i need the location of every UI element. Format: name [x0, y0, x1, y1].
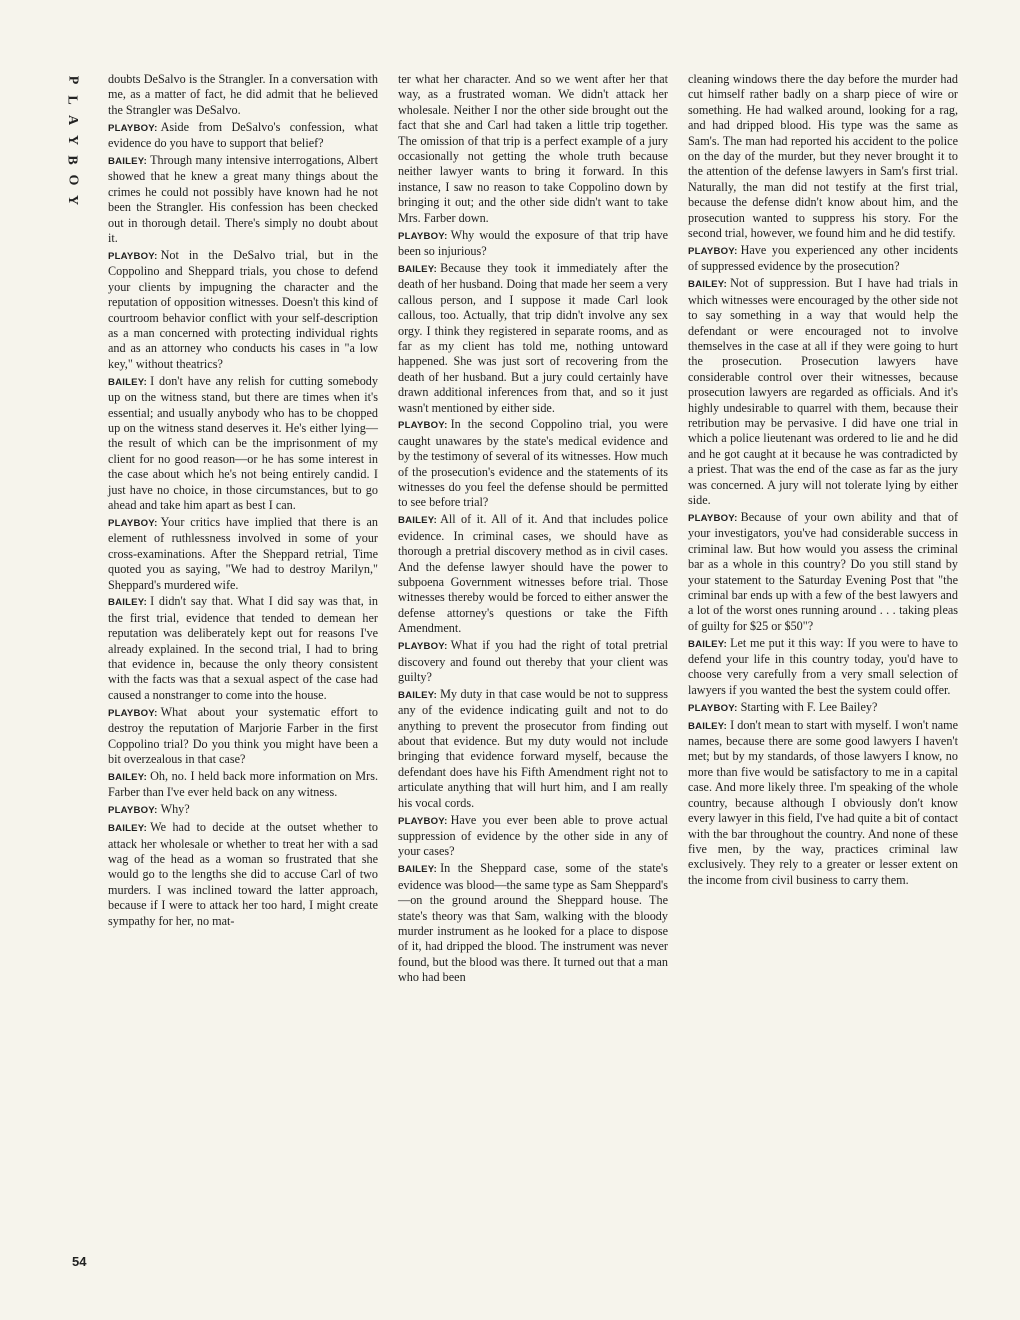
interview-paragraph	[398, 228, 668, 260]
speaker-label: PLAYBOY:	[108, 250, 158, 262]
interview-paragraph	[108, 120, 378, 152]
speaker-label: BAILEY:	[108, 597, 148, 609]
speaker-label: BAILEY:	[108, 376, 148, 388]
interview-paragraph	[108, 594, 378, 703]
interview-paragraph	[108, 72, 378, 118]
interview-paragraph	[398, 261, 668, 416]
paragraph-text: Starting with F. Lee Bailey?	[740, 699, 878, 714]
paragraph-text: Aside from DeSalvo's confession, what evidence do you have to support that belief?	[108, 119, 378, 151]
interview-paragraph	[108, 374, 378, 514]
masthead-letter: A	[65, 114, 80, 126]
paragraph-text: In the Sheppard case, some of the state's evidence was blood—the same type as Sam Sheppard's—on the ground around the Sheppard house. The state's theory was that Sam, walking with the bloody murder instrument as he looked for a place to dispose of it, had dripped the blood. The instrument was never found, but the blood was there. It turned out that a man who had been	[398, 861, 668, 985]
interview-paragraph	[688, 510, 958, 634]
text-column-3	[688, 72, 958, 890]
masthead-letter: P	[65, 75, 80, 85]
interview-paragraph	[688, 72, 958, 241]
speaker-label: BAILEY:	[688, 638, 728, 650]
paragraph-text: Not in the DeSalvo trial, but in the Coppolino and Sheppard trials, you chose to defend your clients by impugning the character and the reputation of opposition witnesses. Doesn't this kind of courtroom behavior conflict with your self-description as a man concerned with protecting individual rights and as an attorney who conducts his cases in "a low key," without theatrics?	[108, 247, 378, 371]
interview-paragraph	[108, 248, 378, 372]
paragraph-text: Have you experienced any other incidents of suppressed evidence by the prosecution?	[688, 242, 958, 274]
interview-paragraph	[398, 417, 668, 510]
masthead	[60, 70, 84, 210]
interview-paragraph	[688, 718, 958, 888]
masthead-letter: B	[65, 155, 80, 165]
speaker-label: PLAYBOY:	[108, 707, 158, 719]
speaker-label: BAILEY:	[108, 771, 148, 783]
speaker-label: PLAYBOY:	[108, 517, 158, 529]
paragraph-text: All of it. All of it. And that includes police evidence. In criminal cases, we should have as thorough a pretrial discovery method as in civil cases. And the defense lawyer should have the power to subpoena Government witnesses before trial. Those witnesses thereby would be forced to either answer the defense attorney's questions or take the Fifth Amendment.	[398, 512, 668, 636]
speaker-label: PLAYBOY:	[398, 420, 448, 432]
paragraph-text: Your critics have implied that there is an element of ruthlessness involved in some of your cross-examinations. After the Sheppard retrial, Time quoted you as saying, "We had to destroy Marilyn," Sheppard's murdered wife.	[108, 514, 378, 592]
speaker-label: BAILEY:	[398, 864, 438, 876]
paragraph-text: Why would the exposure of that trip have been so injurious?	[398, 227, 668, 258]
speaker-label: BAILEY:	[688, 279, 728, 291]
speaker-label: BAILEY:	[108, 823, 148, 835]
speaker-label: BAILEY:	[688, 720, 728, 732]
paragraph-text: Oh, no. I held back more information on Mrs. Farber than I've ever held back on any witness.	[108, 768, 378, 800]
interview-paragraph	[398, 512, 668, 636]
paragraph-text: Why?	[160, 802, 190, 817]
speaker-label: PLAYBOY:	[108, 805, 158, 817]
interview-paragraph	[398, 638, 668, 685]
page-number: 54	[72, 1254, 87, 1269]
masthead-letter: O	[64, 174, 80, 186]
paragraph-text: cleaning windows there the day before the murder had cut himself rather badly on a sharp piece of wire or something. He had walked around, looking for a rag, and had dripped blood. His type was the same as Sam's. The man had reported his accident to the police on the day of the murder, but they never brought it to the attention of the defense lawyers in Sam's first trial. Naturally, the man did not testify at the first trial, because the defense didn't know about him, and the prosecution wanted to suppress his story. For the second trial, however, we found him and he did testify.	[688, 72, 958, 241]
interview-paragraph	[688, 243, 958, 275]
speaker-label: PLAYBOY:	[688, 512, 738, 524]
paragraph-text: In the second Coppolino trial, you were caught unawares by the state's medical evidence and by the testimony of several of its witnesses. How much of the prosecution's evidence and the statements of its witnesses do you feel the defense should be permitted to see before trial?	[398, 417, 668, 510]
interview-paragraph	[108, 705, 378, 768]
paragraph-text: Have you ever been able to prove actual suppression of evidence by the other side in any of your cases?	[398, 812, 668, 859]
speaker-label: BAILEY:	[398, 689, 438, 701]
interview-paragraph	[108, 153, 378, 246]
paragraph-text: ter what her character. And so we went after her that way, as a frustrated woman. We didn't attack her wholesale. Neither I nor the other side brought out the fact that she and Carl had taken a little trip together. The omission of that trip is a perfect example of a jury occasionally not getting the whole truth because neither lawyer wants to bring it forward. In this instance, I saw no reason to take Coppolino down by bringing it out; and the other side didn't want to take Mrs. Farber down.	[398, 72, 668, 225]
paragraph-text: What if you had the right of total pretrial discovery and found out thereby that your client was guilty?	[398, 638, 668, 684]
speaker-label: PLAYBOY:	[688, 245, 738, 257]
speaker-label: PLAYBOY:	[108, 122, 158, 134]
speaker-label: PLAYBOY:	[398, 641, 448, 653]
interview-paragraph	[398, 72, 668, 226]
paragraph-text: Because they took it immediately after the death of her husband. Doing that made her seem a very callous person, and I suppose it made Carl look callous, too. Actually, that trip didn't involve any sex orgy. I think they registered in separate rooms, and as far as my client has told me, nothing untoward happened. She was just sort of recovering from the death of her husband. But a jury could certainly have drawn additional inferences from that, and so it just wasn't mentioned by either side.	[398, 260, 668, 415]
masthead-letter: Y	[65, 194, 80, 206]
paragraph-text: Let me put it this way: If you were to have to defend your life in this country today, you'd have to choose very carefully from a very small selection of lawyers if you wanted the best the system could offer.	[688, 635, 958, 697]
paragraph-text: I don't have any relish for cutting somebody up on the witness stand, but there are times when it's essential; and usually anybody who has to be chopped up on the witness stand deserves it. He's either lying—the result of which can be the imprisonment of my client for no good reason—or he has some interest in the case about which he's not being entirely candid. I just have no choice, in those circumstances, but to go ahead and take him apart as best I can.	[108, 373, 378, 512]
text-column-1	[108, 72, 378, 930]
interview-paragraph	[398, 813, 668, 860]
text-column-2	[398, 72, 668, 987]
speaker-label: PLAYBOY:	[398, 230, 448, 242]
paragraph-text: I don't mean to start with myself. I won't name names, because there are some good lawyers I haven't met; but by my standards, of those lawyers I know, no more than five would be satisfactory to me in a capital case. And more likely three. I'm speaking of the whole country, because although I obviously don't know every lawyer in this field, I've had quite a bit of contact with the bar throughout the country. And none of these five men, by the way, practices criminal law exclusively. They rely to a greater or lesser extent on the income from civil business to carry them.	[688, 717, 958, 887]
interview-paragraph	[108, 802, 378, 818]
interview-paragraph	[398, 687, 668, 811]
speaker-label: BAILEY:	[398, 263, 438, 275]
interview-paragraph	[688, 636, 958, 699]
interview-paragraph	[108, 769, 378, 801]
interview-paragraph	[108, 515, 378, 593]
speaker-label: PLAYBOY:	[688, 702, 738, 714]
speaker-label: BAILEY:	[398, 515, 438, 527]
speaker-label: BAILEY:	[108, 156, 148, 168]
paragraph-text: doubts DeSalvo is the Strangler. In a conversation with me, as a matter of fact, he did admit that he believed the Strangler was DeSalvo.	[108, 72, 378, 117]
paragraph-text: My duty in that case would be not to suppress any of the evidence indicating guilt and not to do anything to prevent the prosecutor from finding out about that evidence. But my duty would not include bringing that evidence forward myself, because the defendant does have his Fifth Amendment right not to articulate anything that will hurt him, and I am really his vocal cords.	[398, 686, 668, 810]
interview-paragraph	[688, 700, 958, 716]
interview-paragraph	[688, 276, 958, 508]
paragraph-text: What about your systematic effort to destroy the reputation of Marjorie Farber in the first Coppolino trial? Do you think you might have been a bit overzealous in that case?	[108, 704, 378, 766]
interview-paragraph	[398, 861, 668, 985]
paragraph-text: We had to decide at the outset whether to attack her wholesale or whether to treat her with a sad wag of the head as a woman so frustrated that she would go to the lengths she did to accuse Carl of two murders. I was inclined toward the latter approach, because if I were to attack her too hard, I might create sympathy for her, no mat-	[108, 820, 378, 928]
paragraph-text: Not of suppression. But I have had trials in which witnesses were encouraged by the other side not to say something in a way that would help the defendant or were encouraged not to involve themselves in the case at all if they were going to hurt the prosecution. Prosecution lawyers have considerable control over their witnesses, because prosecution lawyers are regarded as officials. And it's highly undesirable to quarrel with them, because their retribution may be pervasive. I did have one trial in which a police lieutenant was ordered to lie and he did and he got caught at it because he was contradicted by a priest. That was the end of the case as far as the jury was concerned. A jury will not tolerate lying by either side.	[688, 276, 958, 507]
speaker-label: PLAYBOY:	[398, 815, 448, 827]
interview-paragraph	[108, 820, 378, 929]
paragraph-text: Through many intensive interrogations, Albert showed that he knew a great many things about the crimes he could not possibly have known had he not been the Strangler. His confession has been checked out in thorough detail. There's simply no doubt about it.	[108, 153, 378, 246]
masthead-letter: Y	[65, 134, 80, 146]
paragraph-text: I didn't say that. What I did say was that, in the first trial, evidence that tended to demean her reputation was deliberately kept out for reasons I've already explained. In the second trial, I had to bring that evidence in, because the only theory consistent with the facts was that a sexual aspect of the case had caused a nonstranger to come into the house.	[108, 594, 378, 702]
paragraph-text: Because of your own ability and that of your investigators, you've had considerable success in criminal law. But how would you assess the criminal bar as a whole in this country? Do you still stand by your statement to the Saturday Evening Post that "the criminal bar ends up with a few of the best lawyers and a lot of the worst ones running around . . . taking pleas of guilty for $25 or $50"?	[688, 509, 958, 633]
masthead-letter: L	[65, 95, 80, 105]
